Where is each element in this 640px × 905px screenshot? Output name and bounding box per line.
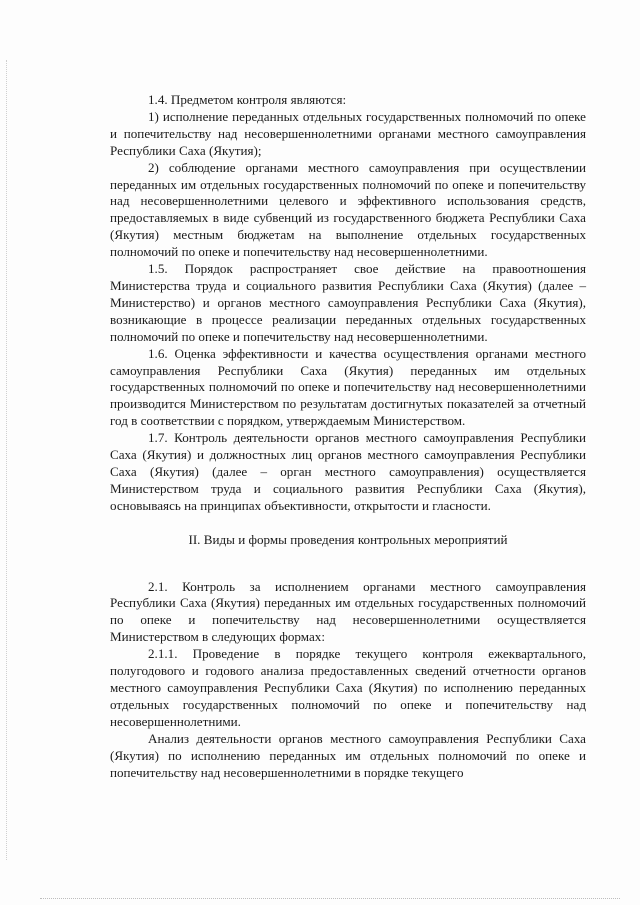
clause-1-6: 1.6. Оценка эффективности и качества осуществления органами местного самоуправления Республики Саха (Якутия) переданных им отдельных государственных полномочий по опеке и попечительству над несовершеннолетними производится Министерством по результатам достигнутых показателей за отчетный год в соответствии с порядком, утверждаемым Министерством. bbox=[110, 345, 586, 429]
clause-2-1: 2.1. Контроль за исполнением органами местного самоуправления Республики Саха (Якутия) переданных им отдельных государственных полномочий по опеке и попечительству над несовершеннолетними осуществляется Министерством в следующих формах: bbox=[110, 578, 586, 645]
bottom-scan-edge bbox=[40, 898, 620, 899]
analysis-paragraph: Анализ деятельности органов местного самоуправления Республики Саха (Якутия) по исполнению переданных им отдельных полномочий по опеке и попечительству над несовершеннолетними в порядке текущего bbox=[110, 730, 586, 780]
section-2-heading: II. Виды и формы проведения контрольных мероприятий bbox=[188, 531, 508, 547]
scan-edge-marks bbox=[6, 60, 8, 860]
document-body bbox=[110, 92, 586, 781]
clause-1-5: 1.5. Порядок распространяет свое действие на правоотношения Министерства труда и социального развития Республики Саха (Якутия) (далее – Министерство) и органов местного самоуправления Республики Саха (Якутия), возникающие в процессе реализации переданных отдельных государственных полномочий по опеке и попечительству над несовершеннолетними. bbox=[110, 261, 586, 344]
clause-2-1-1: 2.1.1. Проведение в порядке текущего контроля ежеквартального, полугодового и годового анализа предоставленных сведений отчетности органов местного самоуправления Республики Саха (Якутия) по исполнению переданных отдельных государственных полномочий по опеке и попечительству над несовершеннолетними. bbox=[110, 646, 586, 729]
clause-1-4-item-2: 2) соблюдение органами местного самоуправления при осуществлении переданных им отдельных государственных полномочий по опеке и попечительству над несовершеннолетними целевого и эффективного использования средств, предоставляемых в виде субвенций из государственного бюджета Республики Саха (Якутия) местным бюджетам на выполнение отдельных государственных полномочий по опеке и попечительству над несовершеннолетними. bbox=[110, 159, 586, 260]
clause-1-4-heading: 1.4. Предметом контроля являются: bbox=[148, 92, 347, 107]
clause-1-7: 1.7. Контроль деятельности органов местного самоуправления Республики Саха (Якутия) и должностных лиц органов местного самоуправления Республики Саха (Якутия) (далее – орган местного самоуправления) осуществляется Министерством труда и социального развития Республики Саха (Якутия), основываясь на принципах объективности, открытости и гласности. bbox=[110, 430, 586, 513]
clause-1-4-item-1: 1) исполнение переданных отдельных государственных полномочий по опеке и попечительству над несовершеннолетними органами местного самоуправления Республики Саха (Якутия); bbox=[110, 108, 586, 158]
